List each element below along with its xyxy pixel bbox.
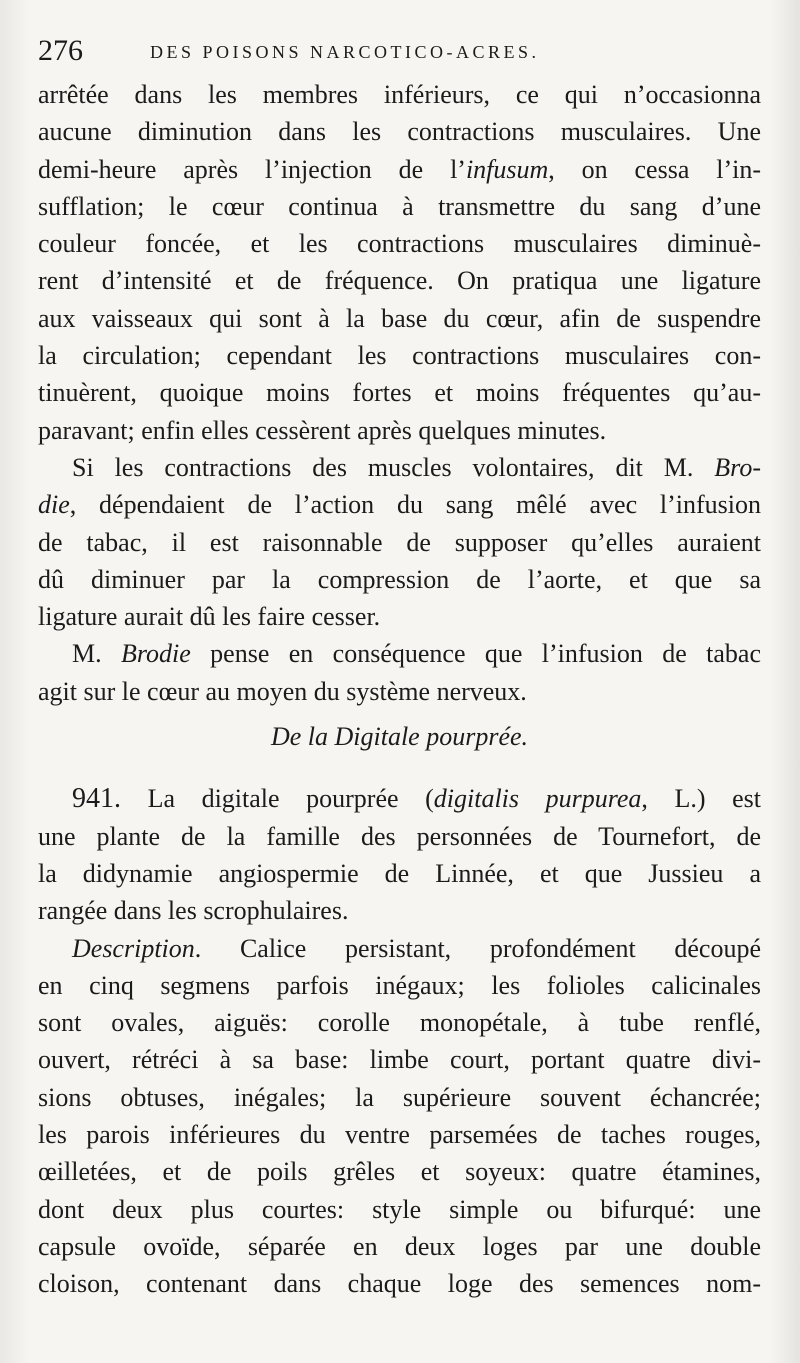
text-line: arrêtée dans les membres inférieurs, ce qui n’occasionna	[38, 80, 761, 109]
text-line: les parois inférieures du ventre parsemées de taches rouges,	[38, 1120, 761, 1150]
page-number: 276	[38, 34, 83, 67]
text-line: dû diminuer par la compression de l’aorte, et que sa	[38, 564, 761, 594]
text-line: Si les contractions des muscles volontaires, dit M. Bro-	[72, 452, 761, 482]
text-line: sufflation; le cœur continua à transmettre du sang d’une	[38, 191, 761, 221]
text-line: aux vaisseaux qui sont à la base du cœur, afin de suspendre	[38, 303, 761, 333]
paragraph	[38, 780, 761, 929]
text-line: dont deux plus courtes: style simple ou bifurqué: une	[38, 1194, 761, 1224]
text-line: rangée dans les scrophulaires.	[38, 896, 349, 926]
text-line: sions obtuses, inégales; la supérieure souvent échancrée;	[38, 1082, 761, 1112]
text-line: Description. Calice persistant, profondément découpé	[72, 933, 761, 963]
text-line: ligature aurait dû les faire cesser.	[38, 602, 381, 632]
text-line: 941. La digitale pourprée (digitalis purpurea, L.) est	[72, 783, 761, 815]
section-title: De la Digitale pourprée.	[270, 722, 529, 752]
paragraph	[38, 930, 761, 1303]
text-line: M. Brodie pense en conséquence que l’infusion de tabac	[72, 639, 761, 669]
text-line: die, dépendaient de l’action du sang mêlé avec l’infusion	[38, 490, 761, 520]
paragraph-number: 941.	[72, 783, 121, 815]
italic-name: die	[38, 490, 70, 520]
text-line: œilletées, et de poils grêles et soyeux: quatre étamines,	[38, 1157, 761, 1187]
page-body	[38, 76, 761, 1303]
text-line: rent d’intensité et de fréquence. On pratiqua une ligature	[38, 266, 761, 296]
text-line: cloison, contenant dans chaque loge des semences nom-	[38, 1269, 761, 1299]
text-line: de tabac, il est raisonnable de supposer qu’elles auraient	[38, 527, 761, 557]
italic-term: infusum	[465, 154, 549, 184]
page-header	[38, 34, 760, 74]
italic-term: digitalis purpurea	[433, 784, 642, 814]
text-line: couleur foncée, et les contractions musculaires diminuè-	[38, 229, 761, 259]
text-line: la circulation; cependant les contractions musculaires con-	[38, 341, 761, 371]
running-head: DES POISONS NARCOTICO-ACRES.	[150, 42, 540, 62]
text-line: en cinq segmens parfois inégaux; les folioles calicinales	[38, 970, 761, 1000]
text-line: aucune diminution dans les contractions musculaires. Une	[38, 117, 761, 147]
text-line: la didynamie angiospermie de Linnée, et que Jussieu a	[38, 858, 761, 888]
italic-term: Description	[72, 933, 195, 963]
italic-name: Brodie	[121, 639, 191, 669]
italic-name: Bro-	[714, 452, 761, 482]
paragraph	[38, 449, 761, 635]
text-line: capsule ovoïde, séparée en deux loges par une double	[38, 1231, 761, 1261]
text-line: tinuèrent, quoique moins fortes et moins fréquentes qu’au-	[38, 378, 761, 408]
text-line: une plante de la famille des personnées de Tournefort, de	[38, 821, 761, 851]
text-line: paravant; enfin elles cessèrent après quelques minutes.	[38, 415, 607, 445]
paragraph	[38, 76, 761, 449]
text-line: sont ovales, aiguës: corolle monopétale, à tube renflé,	[38, 1008, 761, 1038]
paragraph	[38, 635, 761, 710]
text-line: agit sur le cœur au moyen du système nerveux.	[38, 676, 527, 706]
text-line: ouvert, rétréci à sa base: limbe court, portant quatre divi-	[38, 1045, 761, 1075]
text-line: demi-heure après l’injection de l’infusum, on cessa l’in-	[38, 154, 761, 184]
